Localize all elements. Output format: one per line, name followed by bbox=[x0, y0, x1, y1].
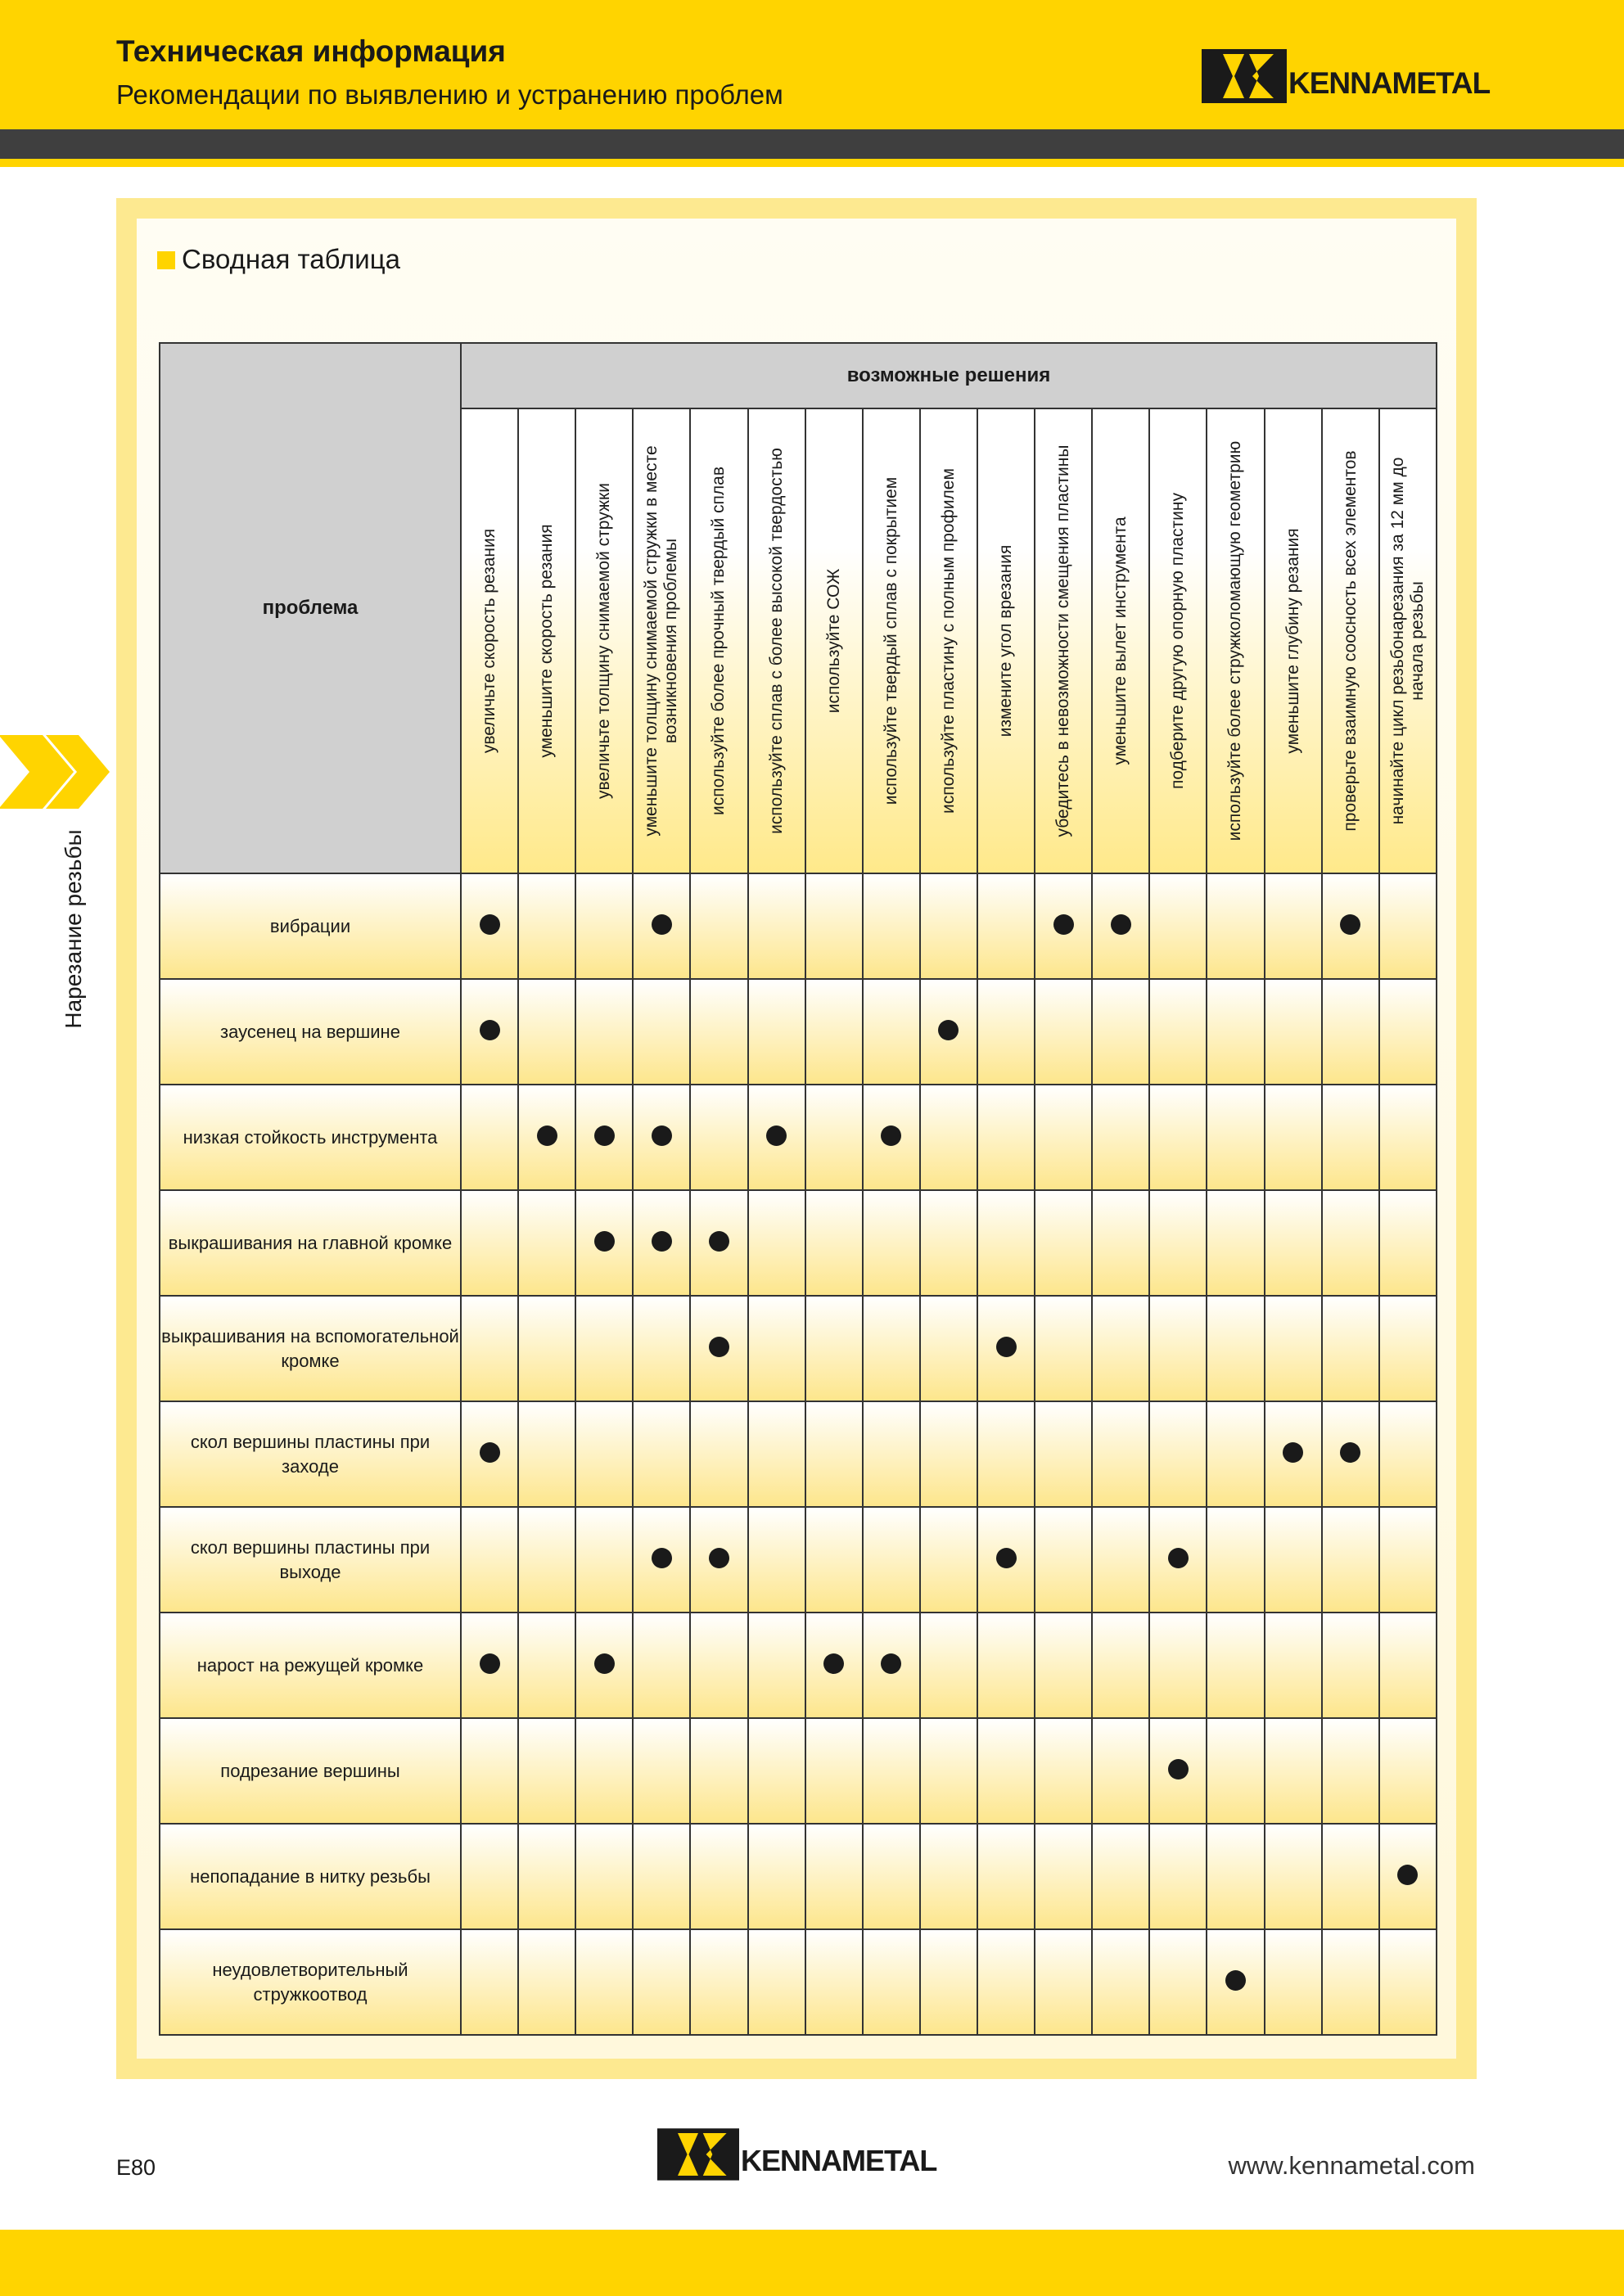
mark-cell bbox=[690, 873, 747, 979]
mark-cell bbox=[1379, 1401, 1437, 1507]
mark-cell bbox=[863, 1190, 920, 1296]
mark-cell bbox=[1322, 1507, 1379, 1613]
mark-cell bbox=[633, 1507, 690, 1613]
solution-header bbox=[633, 408, 690, 873]
mark-cell bbox=[1149, 1507, 1207, 1613]
problem-cell: подрезание вершины bbox=[160, 1718, 461, 1824]
problem-cell: неудовлетворительный стружкоотвод bbox=[160, 1929, 461, 2035]
mark-cell bbox=[1379, 1613, 1437, 1718]
solution-label: используйте более прочный твердый сплав bbox=[709, 467, 729, 815]
recommendation-dot-icon bbox=[1168, 1759, 1189, 1780]
mark-cell bbox=[1035, 1718, 1092, 1824]
mark-cell bbox=[461, 1929, 518, 2035]
header-dark-stripe bbox=[0, 129, 1624, 159]
recommendation-dot-icon bbox=[594, 1125, 615, 1146]
mark-cell bbox=[805, 1401, 863, 1507]
mark-cell bbox=[977, 1085, 1035, 1190]
mark-cell bbox=[863, 1824, 920, 1929]
mark-cell bbox=[461, 1085, 518, 1190]
problem-cell: вибрации bbox=[160, 873, 461, 979]
mark-cell bbox=[690, 1085, 747, 1190]
recommendation-dot-icon bbox=[1340, 914, 1360, 935]
mark-cell bbox=[748, 1296, 805, 1401]
mark-cell bbox=[575, 1824, 633, 1929]
solution-label: уменьшите глубину резания bbox=[1283, 528, 1302, 754]
problem-cell: непопадание в нитку резьбы bbox=[160, 1824, 461, 1929]
solution-label: используйте сплав с более высокой твердостью bbox=[766, 448, 786, 834]
mark-cell bbox=[633, 1085, 690, 1190]
mark-cell bbox=[461, 1824, 518, 1929]
solution-header bbox=[1265, 408, 1322, 873]
mark-cell bbox=[977, 1718, 1035, 1824]
mark-cell bbox=[1322, 1190, 1379, 1296]
mark-cell bbox=[1092, 1296, 1149, 1401]
mark-cell bbox=[1379, 1507, 1437, 1613]
mark-cell bbox=[748, 1929, 805, 2035]
mark-cell bbox=[633, 1718, 690, 1824]
mark-cell bbox=[1265, 1507, 1322, 1613]
mark-cell bbox=[1035, 1613, 1092, 1718]
mark-cell bbox=[1149, 1613, 1207, 1718]
mark-cell bbox=[461, 1190, 518, 1296]
solution-label: измените угол врезания bbox=[996, 544, 1016, 738]
mark-cell bbox=[575, 1296, 633, 1401]
recommendation-dot-icon bbox=[480, 1653, 500, 1674]
mark-cell bbox=[1207, 873, 1264, 979]
mark-cell bbox=[1092, 979, 1149, 1085]
problem-cell: нарост на режущей кромке bbox=[160, 1613, 461, 1718]
mark-cell bbox=[1379, 1085, 1437, 1190]
mark-cell bbox=[1149, 1401, 1207, 1507]
mark-cell bbox=[690, 1507, 747, 1613]
header-yellow-line bbox=[0, 159, 1624, 167]
mark-cell bbox=[805, 1718, 863, 1824]
mark-cell bbox=[805, 1507, 863, 1613]
bottom-band bbox=[0, 2230, 1624, 2296]
mark-cell bbox=[461, 979, 518, 1085]
mark-cell bbox=[575, 1190, 633, 1296]
solution-header bbox=[805, 408, 863, 873]
mark-cell bbox=[1092, 1613, 1149, 1718]
header-logo bbox=[1202, 49, 1490, 103]
mark-cell bbox=[1379, 979, 1437, 1085]
mark-cell bbox=[1035, 1824, 1092, 1929]
table-row bbox=[160, 1296, 1437, 1401]
mark-cell bbox=[1265, 979, 1322, 1085]
mark-cell bbox=[1092, 1929, 1149, 2035]
table-row bbox=[160, 1718, 1437, 1824]
mark-cell bbox=[1035, 1401, 1092, 1507]
recommendation-dot-icon bbox=[1168, 1548, 1189, 1568]
mark-cell bbox=[1035, 1929, 1092, 2035]
mark-cell bbox=[1092, 1507, 1149, 1613]
mark-cell bbox=[1092, 1824, 1149, 1929]
side-chevron-icon bbox=[0, 735, 111, 809]
mark-cell bbox=[518, 873, 575, 979]
mark-cell bbox=[920, 873, 977, 979]
mark-cell bbox=[633, 1401, 690, 1507]
mark-cell bbox=[690, 1718, 747, 1824]
mark-cell bbox=[690, 1824, 747, 1929]
solution-header bbox=[748, 408, 805, 873]
solutions-group-header: возможные решения bbox=[461, 343, 1437, 408]
recommendation-dot-icon bbox=[881, 1653, 901, 1674]
section-marker bbox=[157, 251, 175, 269]
mark-cell bbox=[461, 873, 518, 979]
mark-cell bbox=[633, 1824, 690, 1929]
mark-cell bbox=[920, 1296, 977, 1401]
mark-cell bbox=[1322, 873, 1379, 979]
page-title: Техническая информация bbox=[116, 34, 506, 68]
mark-cell bbox=[920, 1929, 977, 2035]
mark-cell bbox=[1149, 1085, 1207, 1190]
mark-cell bbox=[863, 1296, 920, 1401]
solution-header bbox=[1322, 408, 1379, 873]
section-title: Сводная таблица bbox=[182, 244, 400, 274]
mark-cell bbox=[518, 979, 575, 1085]
table-row bbox=[160, 873, 1437, 979]
mark-cell bbox=[748, 1824, 805, 1929]
mark-cell bbox=[1265, 1296, 1322, 1401]
solution-label: убедитесь в невозможности смещения пластины bbox=[1053, 444, 1073, 837]
recommendation-dot-icon bbox=[652, 1548, 672, 1568]
mark-cell bbox=[1322, 1085, 1379, 1190]
mark-cell bbox=[633, 1613, 690, 1718]
mark-cell bbox=[575, 1085, 633, 1190]
mark-cell bbox=[518, 1085, 575, 1190]
mark-cell bbox=[863, 979, 920, 1085]
recommendation-dot-icon bbox=[996, 1337, 1017, 1357]
mark-cell bbox=[1265, 1929, 1322, 2035]
mark-cell bbox=[1379, 1296, 1437, 1401]
mark-cell bbox=[575, 1929, 633, 2035]
mark-cell bbox=[748, 1507, 805, 1613]
mark-cell bbox=[690, 979, 747, 1085]
mark-cell bbox=[1149, 873, 1207, 979]
recommendation-dot-icon bbox=[938, 1020, 959, 1040]
mark-cell bbox=[1035, 873, 1092, 979]
mark-cell bbox=[1265, 1085, 1322, 1190]
website-link[interactable]: www.kennametal.com bbox=[1228, 2151, 1475, 2180]
mark-cell bbox=[461, 1718, 518, 1824]
mark-cell bbox=[518, 1401, 575, 1507]
solution-header bbox=[690, 408, 747, 873]
mark-cell bbox=[977, 979, 1035, 1085]
mark-cell bbox=[518, 1507, 575, 1613]
mark-cell bbox=[863, 1613, 920, 1718]
mark-cell bbox=[1035, 1190, 1092, 1296]
table-row bbox=[160, 979, 1437, 1085]
solution-label: подберите другую опорную пластину bbox=[1168, 493, 1188, 789]
mark-cell bbox=[805, 1929, 863, 2035]
solution-header bbox=[1149, 408, 1207, 873]
table-row bbox=[160, 1929, 1437, 2035]
mark-cell bbox=[863, 873, 920, 979]
recommendation-dot-icon bbox=[709, 1231, 729, 1252]
mark-cell bbox=[518, 1296, 575, 1401]
mark-cell bbox=[1092, 873, 1149, 979]
table-row bbox=[160, 1190, 1437, 1296]
mark-cell bbox=[461, 1507, 518, 1613]
mark-cell bbox=[1207, 1718, 1264, 1824]
mark-cell bbox=[920, 1401, 977, 1507]
mark-cell bbox=[690, 1401, 747, 1507]
mark-cell bbox=[461, 1401, 518, 1507]
solution-label: используйте СОЖ bbox=[823, 568, 843, 714]
footer-logo-text: KENNAMETAL bbox=[741, 2144, 937, 2177]
mark-cell bbox=[1092, 1401, 1149, 1507]
mark-cell bbox=[1322, 979, 1379, 1085]
mark-cell bbox=[690, 1190, 747, 1296]
mark-cell bbox=[1207, 1296, 1264, 1401]
recommendation-dot-icon bbox=[652, 914, 672, 935]
mark-cell bbox=[518, 1824, 575, 1929]
recommendation-dot-icon bbox=[1225, 1970, 1246, 1991]
solution-label: проверьте взаимную соосность всех элементов bbox=[1340, 450, 1360, 832]
table-row bbox=[160, 1613, 1437, 1718]
mark-cell bbox=[805, 979, 863, 1085]
recommendation-dot-icon bbox=[823, 1653, 844, 1674]
mark-cell bbox=[1379, 1190, 1437, 1296]
recommendation-dot-icon bbox=[709, 1548, 729, 1568]
mark-cell bbox=[863, 1718, 920, 1824]
mark-cell bbox=[690, 1929, 747, 2035]
mark-cell bbox=[1265, 1824, 1322, 1929]
mark-cell bbox=[1092, 1718, 1149, 1824]
mark-cell bbox=[1379, 873, 1437, 979]
problem-cell: скол вершины пластины при выходе bbox=[160, 1507, 461, 1613]
solution-label: уменьшите скорость резания bbox=[537, 524, 557, 758]
mark-cell bbox=[805, 1085, 863, 1190]
mark-cell bbox=[1265, 1718, 1322, 1824]
mark-cell bbox=[1322, 1401, 1379, 1507]
recommendation-dot-icon bbox=[594, 1231, 615, 1252]
solution-header bbox=[863, 408, 920, 873]
mark-cell bbox=[633, 979, 690, 1085]
mark-cell bbox=[1149, 1296, 1207, 1401]
recommendation-dot-icon bbox=[709, 1337, 729, 1357]
mark-cell bbox=[920, 979, 977, 1085]
mark-cell bbox=[1322, 1929, 1379, 2035]
mark-cell bbox=[977, 1613, 1035, 1718]
mark-cell bbox=[920, 1085, 977, 1190]
mark-cell bbox=[1379, 1718, 1437, 1824]
mark-cell bbox=[690, 1613, 747, 1718]
mark-cell bbox=[575, 1507, 633, 1613]
mark-cell bbox=[748, 1085, 805, 1190]
mark-cell bbox=[633, 1190, 690, 1296]
solution-label: используйте пластину с полным профилем bbox=[938, 468, 958, 814]
solution-header bbox=[1207, 408, 1264, 873]
kennametal-logo-icon bbox=[1202, 49, 1287, 103]
problem-column-header: проблема bbox=[160, 343, 461, 873]
mark-cell bbox=[1149, 1718, 1207, 1824]
recommendation-dot-icon bbox=[480, 1442, 500, 1463]
mark-cell bbox=[575, 979, 633, 1085]
mark-cell bbox=[1035, 979, 1092, 1085]
table-row bbox=[160, 1401, 1437, 1507]
mark-cell bbox=[748, 979, 805, 1085]
mark-cell bbox=[1149, 1190, 1207, 1296]
mark-cell bbox=[977, 1824, 1035, 1929]
mark-cell bbox=[1207, 1929, 1264, 2035]
solution-header bbox=[977, 408, 1035, 873]
mark-cell bbox=[1207, 1613, 1264, 1718]
mark-cell bbox=[690, 1296, 747, 1401]
footer-logo bbox=[657, 2128, 936, 2181]
mark-cell bbox=[575, 1401, 633, 1507]
mark-cell bbox=[1207, 979, 1264, 1085]
solution-label: уменьшите толщину снимаемой стружки в месте возникновения проблемы bbox=[642, 445, 681, 837]
mark-cell bbox=[920, 1190, 977, 1296]
mark-cell bbox=[805, 1824, 863, 1929]
mark-cell bbox=[1322, 1296, 1379, 1401]
solution-label: начинайте цикл резьбонарезания за 12 мм до начала резьбы bbox=[1387, 457, 1427, 825]
mark-cell bbox=[920, 1507, 977, 1613]
mark-cell bbox=[977, 873, 1035, 979]
problem-cell: выкрашивания на главной кромке bbox=[160, 1190, 461, 1296]
mark-cell bbox=[575, 1613, 633, 1718]
mark-cell bbox=[1379, 1929, 1437, 2035]
mark-cell bbox=[977, 1401, 1035, 1507]
mark-cell bbox=[1207, 1824, 1264, 1929]
mark-cell bbox=[1092, 1190, 1149, 1296]
mark-cell bbox=[1035, 1507, 1092, 1613]
mark-cell bbox=[1322, 1824, 1379, 1929]
mark-cell bbox=[977, 1190, 1035, 1296]
mark-cell bbox=[748, 1401, 805, 1507]
mark-cell bbox=[575, 873, 633, 979]
mark-cell bbox=[863, 1085, 920, 1190]
kennametal-logo-icon bbox=[657, 2128, 739, 2181]
recommendation-dot-icon bbox=[594, 1653, 615, 1674]
mark-cell bbox=[805, 873, 863, 979]
mark-cell bbox=[977, 1296, 1035, 1401]
problem-cell: заусенец на вершине bbox=[160, 979, 461, 1085]
table-row bbox=[160, 1824, 1437, 1929]
mark-cell bbox=[1322, 1718, 1379, 1824]
solution-header bbox=[1379, 408, 1437, 873]
mark-cell bbox=[1265, 1613, 1322, 1718]
recommendation-dot-icon bbox=[1283, 1442, 1303, 1463]
mark-cell bbox=[1149, 979, 1207, 1085]
problem-cell: скол вершины пластины при заходе bbox=[160, 1401, 461, 1507]
mark-cell bbox=[518, 1718, 575, 1824]
mark-cell bbox=[1265, 1190, 1322, 1296]
solution-header bbox=[575, 408, 633, 873]
mark-cell bbox=[1207, 1190, 1264, 1296]
recommendation-dot-icon bbox=[652, 1125, 672, 1146]
mark-cell bbox=[863, 1401, 920, 1507]
problem-cell: выкрашивания на вспомогательной кромке bbox=[160, 1296, 461, 1401]
recommendation-dot-icon bbox=[480, 914, 500, 935]
solution-label: увеличьте скорость резания bbox=[480, 528, 499, 754]
troubleshooting-table bbox=[159, 342, 1437, 2036]
mark-cell bbox=[977, 1507, 1035, 1613]
mark-cell bbox=[1149, 1929, 1207, 2035]
mark-cell bbox=[748, 1718, 805, 1824]
recommendation-dot-icon bbox=[881, 1125, 901, 1146]
mark-cell bbox=[1207, 1401, 1264, 1507]
recommendation-dot-icon bbox=[480, 1020, 500, 1040]
header-logo-text: KENNAMETAL bbox=[1288, 66, 1491, 100]
mark-cell bbox=[863, 1507, 920, 1613]
mark-cell bbox=[633, 873, 690, 979]
solution-header bbox=[1092, 408, 1149, 873]
recommendation-dot-icon bbox=[1111, 914, 1131, 935]
mark-cell bbox=[518, 1613, 575, 1718]
mark-cell bbox=[748, 873, 805, 979]
solution-label: используйте твердый сплав с покрытием bbox=[881, 476, 900, 805]
mark-cell bbox=[920, 1718, 977, 1824]
solution-header bbox=[1035, 408, 1092, 873]
recommendation-dot-icon bbox=[1397, 1865, 1418, 1885]
mark-cell bbox=[461, 1296, 518, 1401]
mark-cell bbox=[518, 1929, 575, 2035]
mark-cell bbox=[863, 1929, 920, 2035]
recommendation-dot-icon bbox=[652, 1231, 672, 1252]
solution-label: используйте более стружколомающую геометрию bbox=[1225, 440, 1245, 841]
mark-cell bbox=[920, 1613, 977, 1718]
recommendation-dot-icon bbox=[1053, 914, 1074, 935]
mark-cell bbox=[1379, 1824, 1437, 1929]
mark-cell bbox=[748, 1190, 805, 1296]
recommendation-dot-icon bbox=[537, 1125, 557, 1146]
mark-cell bbox=[461, 1613, 518, 1718]
mark-cell bbox=[1149, 1824, 1207, 1929]
table-row bbox=[160, 1507, 1437, 1613]
mark-cell bbox=[1207, 1085, 1264, 1190]
solution-header bbox=[461, 408, 518, 873]
mark-cell bbox=[977, 1929, 1035, 2035]
mark-cell bbox=[518, 1190, 575, 1296]
mark-cell bbox=[805, 1296, 863, 1401]
recommendation-dot-icon bbox=[1340, 1442, 1360, 1463]
mark-cell bbox=[1035, 1085, 1092, 1190]
page-subtitle: Рекомендации по выявлению и устранению проблем bbox=[116, 79, 783, 110]
recommendation-dot-icon bbox=[996, 1548, 1017, 1568]
table-row bbox=[160, 1085, 1437, 1190]
mark-cell bbox=[633, 1929, 690, 2035]
solution-label: увеличьте толщину снимаемой стружки bbox=[594, 483, 614, 799]
solution-header bbox=[518, 408, 575, 873]
mark-cell bbox=[575, 1718, 633, 1824]
mark-cell bbox=[1207, 1507, 1264, 1613]
solution-header bbox=[920, 408, 977, 873]
mark-cell bbox=[805, 1613, 863, 1718]
recommendation-dot-icon bbox=[766, 1125, 787, 1146]
mark-cell bbox=[805, 1190, 863, 1296]
page-number: E80 bbox=[116, 2155, 156, 2180]
mark-cell bbox=[633, 1296, 690, 1401]
mark-cell bbox=[1035, 1296, 1092, 1401]
mark-cell bbox=[1265, 1401, 1322, 1507]
mark-cell bbox=[748, 1613, 805, 1718]
side-tab-label: Нарезание резьбы bbox=[61, 829, 86, 1029]
mark-cell bbox=[1265, 873, 1322, 979]
mark-cell bbox=[1092, 1085, 1149, 1190]
problem-cell: низкая стойкость инструмента bbox=[160, 1085, 461, 1190]
solution-label: уменьшите вылет инструмента bbox=[1111, 516, 1130, 765]
mark-cell bbox=[920, 1824, 977, 1929]
mark-cell bbox=[1322, 1613, 1379, 1718]
